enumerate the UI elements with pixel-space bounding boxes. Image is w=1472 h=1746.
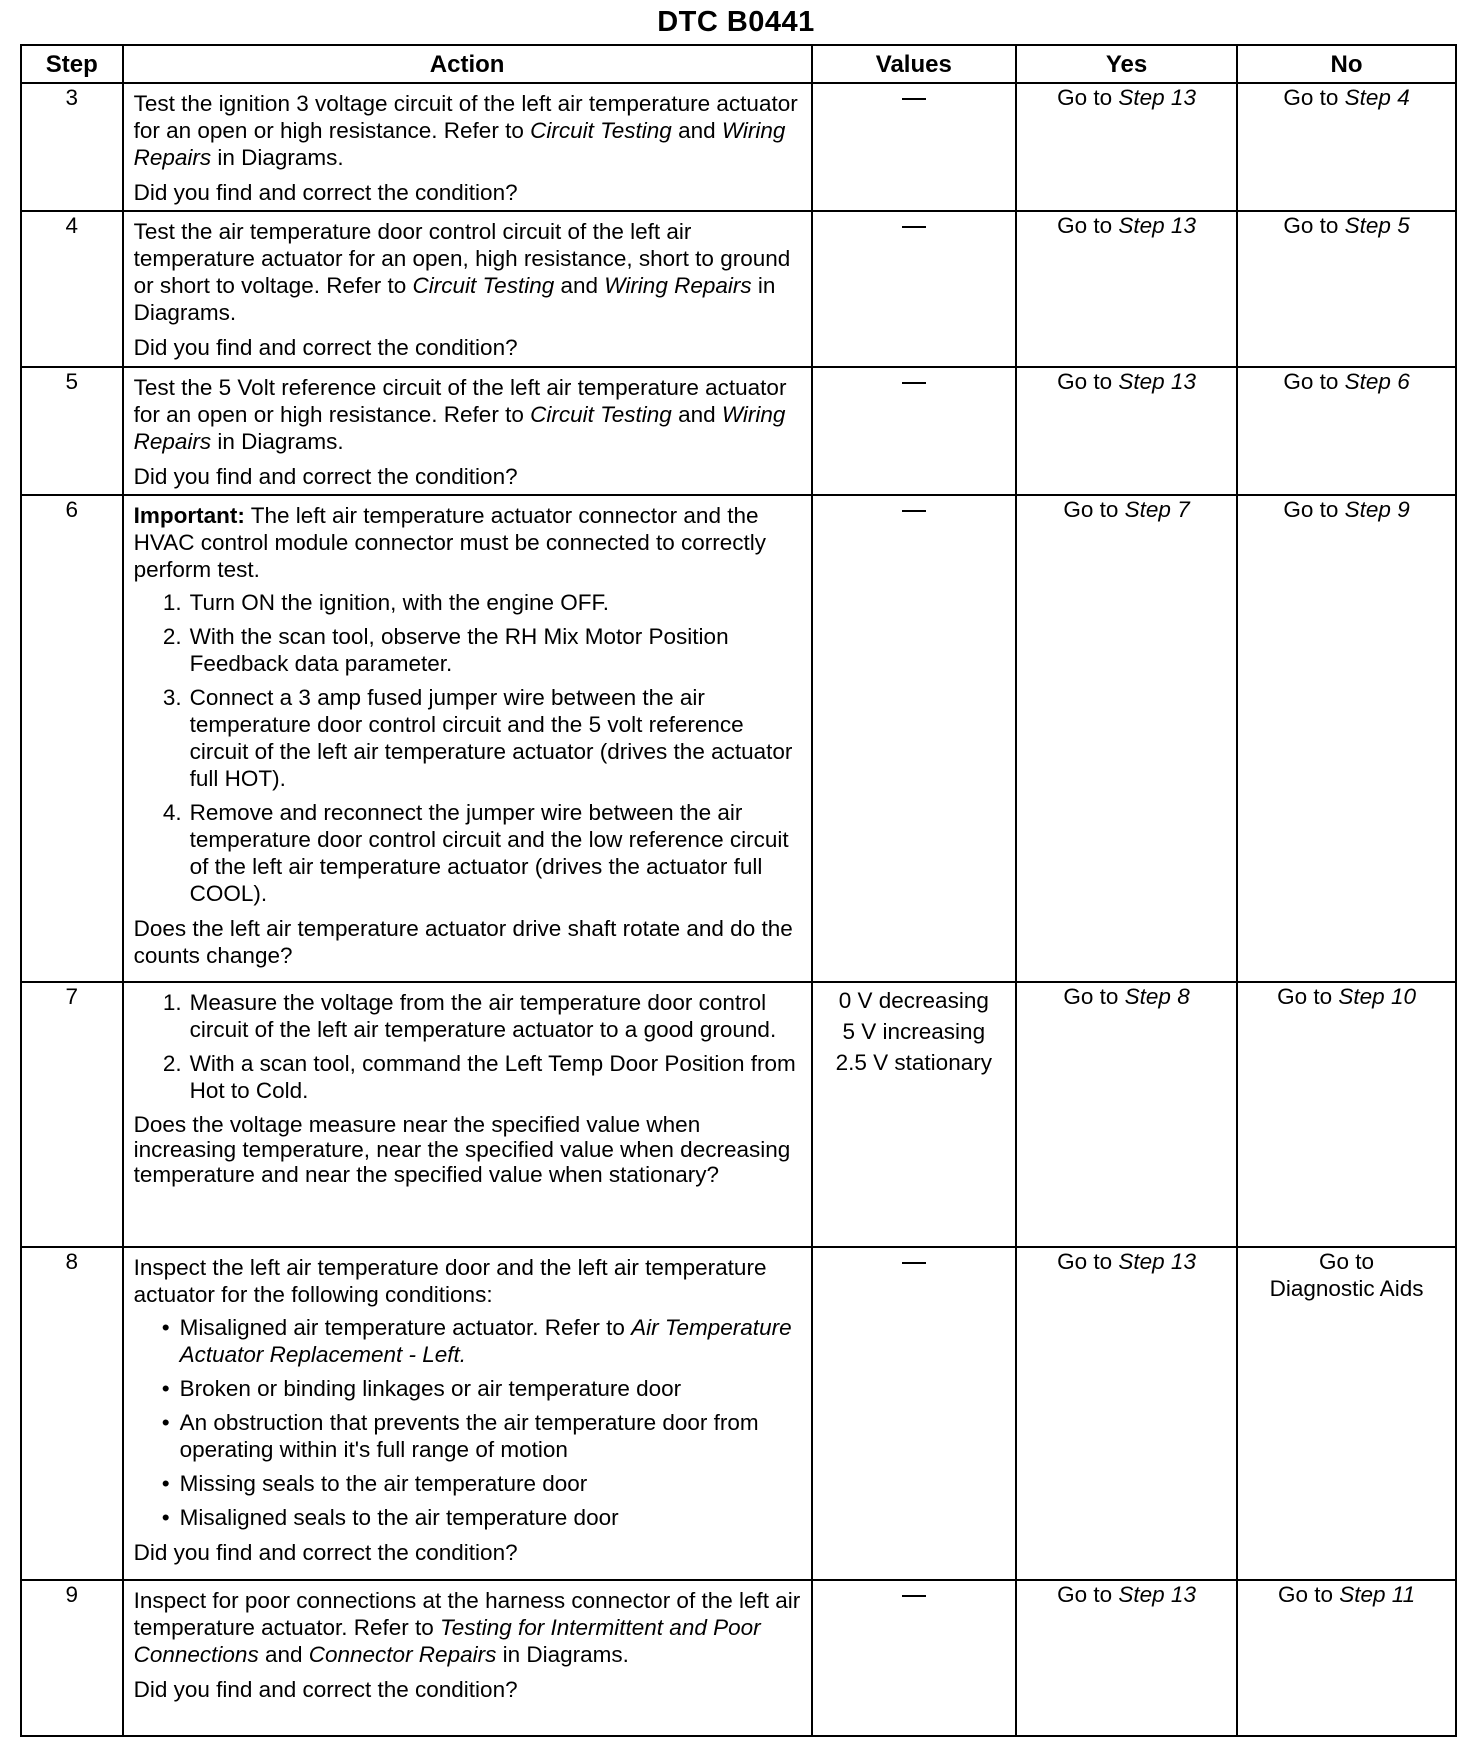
table-row <box>21 982 1456 1247</box>
action-text: Test the air temperature door control circuit of the left air temperature actuator for an open, high resistance, short to ground or short to voltage. Refer to Circuit Testing and Wiring Repairs in Diagrams. <box>133 219 791 325</box>
step-link[interactable]: Step 13 <box>1118 85 1196 110</box>
action-question: Does the voltage measure near the specified value when increasing temperature, near the specified value when decreasing temperature and near the specified value when stationary? <box>133 1112 791 1187</box>
action-cell <box>123 495 812 982</box>
value-cell <box>812 367 1016 495</box>
table-row <box>21 1580 1456 1736</box>
yes-cell: Go to Step 8 <box>1016 982 1237 1247</box>
action-text: Test the ignition 3 voltage circuit of the left air temperature actuator for an open or high resistance. Refer to Circuit Testing and Wiring Repairs in Diagrams. <box>133 91 798 170</box>
list-item: 4. Remove and reconnect the jumper wire between the air temperature door control circuit and the low reference circuit of the left air temperature actuator (drives the actuator full COOL). <box>162 800 789 906</box>
step-number: 8 <box>21 1247 123 1580</box>
no-cell <box>1237 1247 1456 1580</box>
yes-cell: Go to Step 13 <box>1016 211 1237 367</box>
action-cell <box>123 211 812 367</box>
action-question: Did you find and correct the condition? <box>133 335 518 360</box>
step-link[interactable]: Step 6 <box>1344 369 1410 394</box>
action-cell <box>123 1580 812 1736</box>
list-item: 3. Connect a 3 amp fused jumper wire between the air temperature door control circuit and the 5 volt reference circuit of the left air temperature actuator (drives the actuator full HOT). <box>162 685 793 791</box>
step-link[interactable]: Step 13 <box>1118 369 1196 394</box>
yes-cell: Go to Step 13 <box>1016 1247 1237 1580</box>
empty-value-dash <box>902 510 926 512</box>
doc-reference: Wiring Repairs <box>133 402 786 454</box>
table-row <box>21 367 1456 495</box>
list-item: 2. With a scan tool, command the Left Temp Door Position from Hot to Cold. <box>162 1051 796 1103</box>
step-link[interactable]: Step 13 <box>1118 213 1196 238</box>
header-yes: Yes <box>1016 45 1237 83</box>
list-item: • Misaligned seals to the air temperature door <box>161 1505 619 1530</box>
step-link[interactable]: Step 7 <box>1124 497 1190 522</box>
empty-value-dash <box>902 1595 926 1597</box>
header-action: Action <box>123 45 812 83</box>
condition-list <box>134 1314 803 1531</box>
action-text: Test the 5 Volt reference circuit of the left air temperature actuator for an open or high resistance. Refer to Circuit Testing and Wiring Repairs in Diagrams. <box>133 375 787 454</box>
value-cell <box>812 83 1016 211</box>
no-cell: Go to Step 6 <box>1237 367 1456 495</box>
list-item: 2. With the scan tool, observe the RH Mix Motor Position Feedback data parameter. <box>162 624 729 676</box>
table-header-row <box>21 45 1456 83</box>
no-cell: Go to Step 4 <box>1237 83 1456 211</box>
spec-value: 2.5 V stationary <box>835 1050 992 1075</box>
empty-value-dash <box>902 382 926 384</box>
procedure-list <box>134 989 803 1104</box>
value-cell <box>812 1247 1016 1580</box>
action-cell <box>123 982 812 1247</box>
step-link[interactable]: Step 4 <box>1344 85 1410 110</box>
value-cell <box>812 495 1016 982</box>
doc-reference: Wiring Repairs <box>133 118 786 170</box>
action-question: Does the left air temperature actuator drive shaft rotate and do the counts change? <box>133 916 793 968</box>
empty-value-dash <box>902 1262 926 1264</box>
doc-reference: Air Temperature Actuator Replacement - Left. <box>179 1315 792 1367</box>
step-number: 4 <box>21 211 123 367</box>
action-cell <box>123 1247 812 1580</box>
list-item: 1. Turn ON the ignition, with the engine OFF. <box>162 590 609 615</box>
list-item: • Broken or binding linkages or air temperature door <box>161 1376 682 1401</box>
no-cell: Go to Step 9 <box>1237 495 1456 982</box>
list-item: 1. Measure the voltage from the air temperature door control circuit of the left air temperature actuator to a good ground. <box>162 990 777 1042</box>
value-cell <box>812 1580 1016 1736</box>
step-link[interactable]: Step 8 <box>1124 984 1190 1009</box>
yes-cell: Go to Step 13 <box>1016 1580 1237 1736</box>
step-link[interactable]: Step 13 <box>1118 1249 1196 1274</box>
step-number: 5 <box>21 367 123 495</box>
list-item: • Misaligned air temperature actuator. Refer to Air Temperature Actuator Replacement - Left. <box>161 1315 792 1367</box>
doc-reference: Circuit Testing <box>530 118 672 143</box>
table-row <box>21 495 1456 982</box>
step-link[interactable]: Step 13 <box>1118 1582 1196 1607</box>
no-cell: Go to Step 10 <box>1237 982 1456 1247</box>
doc-reference: Circuit Testing <box>412 273 555 298</box>
spec-value: 0 V decreasing <box>838 988 989 1013</box>
spec-value: 5 V increasing <box>842 1019 986 1044</box>
value-cell <box>812 211 1016 367</box>
header-values: Values <box>812 45 1016 83</box>
yes-cell: Go to Step 13 <box>1016 83 1237 211</box>
yes-cell: Go to Step 13 <box>1016 367 1237 495</box>
table-row <box>21 1247 1456 1580</box>
step-number: 3 <box>21 83 123 211</box>
action-question: Did you find and correct the condition? <box>133 1540 518 1565</box>
procedure-list <box>134 589 803 907</box>
no-cell: Go to Step 5 <box>1237 211 1456 367</box>
doc-reference: Testing for Intermittent and Poor Connections <box>133 1615 761 1667</box>
list-item: • An obstruction that prevents the air temperature door from operating within it's full range of motion <box>161 1410 759 1462</box>
list-item: • Missing seals to the air temperature door <box>161 1471 588 1496</box>
step-number: 7 <box>21 982 123 1247</box>
empty-value-dash <box>902 98 926 100</box>
header-no: No <box>1237 45 1456 83</box>
action-question: Did you find and correct the condition? <box>133 464 518 489</box>
diagnostic-aids-link[interactable]: Go to Diagnostic Aids <box>1269 1249 1424 1301</box>
no-cell: Go to Step 11 <box>1237 1580 1456 1736</box>
step-number: 9 <box>21 1580 123 1736</box>
step-link[interactable]: Step 10 <box>1338 984 1416 1009</box>
action-text: Inspect the left air temperature door and the left air temperature actuator for the following conditions: <box>133 1255 767 1307</box>
action-text: Inspect for poor connections at the harness connector of the left air temperature actuator. Refer to Testing for Intermittent and Poor Connections and Connector Repairs in Diagrams. <box>133 1588 801 1667</box>
action-question: Did you find and correct the condition? <box>133 180 518 205</box>
header-step: Step <box>21 45 123 83</box>
step-link[interactable]: Step 11 <box>1339 1582 1416 1607</box>
doc-reference: Circuit Testing <box>530 402 672 427</box>
yes-cell: Go to Step 7 <box>1016 495 1237 982</box>
important-note: Important: The left air temperature actuator connector and the HVAC control module connector must be connected to correctly perform test. <box>133 503 766 582</box>
action-cell <box>123 83 812 211</box>
doc-reference: Connector Repairs <box>308 1642 497 1667</box>
diagnostic-table <box>20 44 1457 1737</box>
step-link[interactable]: Step 9 <box>1344 497 1410 522</box>
action-cell <box>123 367 812 495</box>
doc-reference: Wiring Repairs <box>604 273 752 298</box>
page-title: DTC B0441 <box>657 6 815 38</box>
empty-value-dash <box>902 226 926 228</box>
action-question: Did you find and correct the condition? <box>133 1677 518 1702</box>
table-row <box>21 83 1456 211</box>
step-number: 6 <box>21 495 123 982</box>
table-row <box>21 211 1456 367</box>
value-cell <box>812 982 1016 1247</box>
step-link[interactable]: Step 5 <box>1344 213 1410 238</box>
